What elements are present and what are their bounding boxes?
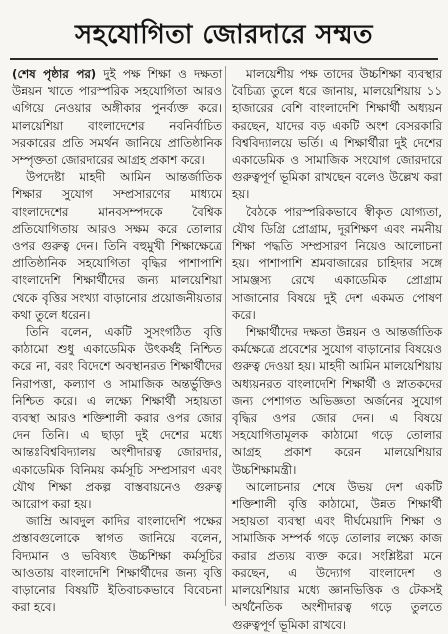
article-right-column — [232, 66, 442, 632]
paragraph: তিনি বলেন, একটি সুসংগঠিত বৃত্তি কাঠামো শুধু একাডেমিক উৎকর্ষই নিশ্চিত করে না, বরং বিদেশে অবস্থানরত শিক্ষার্থীদের নিরাপত্তা, কল্যাণ ও সামাজিক অন্তর্ভুক্তিও নিশ্চিত করে। এ লক্ষ্যে শিক্ষার্থী সহায়তা ব্যবস্থা আরও শক্তিশালী করার ওপর জোর দেন তিনি। এ ছাড়া দুই দেশের মধ্যে আন্তঃবিশ্ববিদ্যালয় অংশীদারত্ব জোরদার, একাডেমিক বিনিময় কর্মসূচি সম্প্রসারণ এবং যৌথ শিক্ষা প্রকল্প বাস্তবায়নেও গুরুত্ব আরোপ করা হয়। — [12, 325, 222, 512]
continuation-tag: (শেষ পৃষ্ঠার পর) — [12, 67, 97, 81]
article-left-column — [12, 66, 222, 615]
headline-rule — [10, 58, 438, 60]
paragraph: মালয়েশীয় পক্ষ তাদের উচ্চশিক্ষা ব্যবস্থার বৈচিত্র্য তুলে ধরে জানায়, মালয়েশিয়ায় ১১ হাজারের বেশি বাংলাদেশি শিক্ষার্থী অধ্যয়ন করছেন, যাদের বড় একটি অংশ বেসরকারি বিশ্ববিদ্যালয়ে ভর্তি। এ শিক্ষার্থীরা দুই দেশের একাডেমিক ও সামাজিক সংযোগ জোরদারে গুরুত্বপূর্ণ ভূমিকা রাখছেন বলেও উল্লেখ করা হয়। — [232, 67, 442, 202]
paragraph-text: দুই পক্ষ শিক্ষা ও দক্ষতা উন্নয়ন খাতে পারস্পরিক সহযোগিতা আরও এগিয়ে নেওয়ার অঙ্গীকার পুনর্ব্যক্ত করে। মালয়েশিয়া বাংলাদেশের নবনির্বাচিত সরকারের প্রতি সমর্থন জানিয়ে প্রাতিষ্ঠানিক সম্পৃক্ততা জোরদারের আগ্রহ প্রকাশ করে। — [12, 67, 222, 168]
article-headline: সহযোগিতা জোরদারে সম্মত — [74, 20, 374, 50]
paragraph: আলোচনার শেষে উভয় দেশ একটি শক্তিশালী বৃত্তি কাঠামো, উন্নত শিক্ষার্থী সহায়তা ব্যবস্থা এবং দীর্ঘমেয়াদি শিক্ষা ও সামাজিক সম্পর্ক গড়ে তোলার লক্ষ্যে কাজ করার প্রত্যয় ব্যক্ত করে। সংশ্লিষ্টরা মনে করছেন, এ উদ্যোগ বাংলাদেশ ও মালয়েশিয়ার মধ্যে জ্ঞানভিত্তিক ও টেকসই অর্থনৈতিক অংশীদারত্ব গড়ে তুলতে গুরুত্বপূর্ণ ভূমিকা রাখবে। — [232, 479, 442, 632]
paragraph: শিক্ষার্থীদের দক্ষতা উন্নয়ন ও আন্তর্জাতিক কর্মক্ষেত্রে প্রবেশের সুযোগ বাড়ানোর বিষয়েও গুরুত্ব দেওয়া হয়। মাহদী আমিন মালয়েশিয়ায় অধ্যয়নরত বাংলাদেশি শিক্ষার্থী ও স্নাতকদের জন্য পেশাগত অভিজ্ঞতা অর্জনের সুযোগ বৃদ্ধির ওপর জোর দেন। এ বিষয়ে সহযোগিতামূলক কাঠামো গড়ে তোলার আগ্রহ প্রকাশ করেন মালয়েশিয়ার উচ্চশিক্ষামন্ত্রী। — [232, 325, 442, 477]
paragraph: উপদেষ্টা মাহদী আমিন আন্তর্জাতিক শিক্ষার সুযোগ সম্প্রসারণের মাধ্যমে বাংলাদেশের মানবসম্পদকে বৈশ্বিক প্রতিযোগিতায় আরও সক্ষম করে তোলার ওপর গুরুত্ব দেন। তিনি বহুমুখী শিক্ষাক্ষেত্রে প্রাতিষ্ঠানিক সহযোগিতা বৃদ্ধির পাশাপাশি বাংলাদেশি শিক্ষার্থীদের জন্য মালয়েশিয়া থেকে বৃত্তির সংখ্যা বাড়ানোর প্রয়োজনীয়তার কথা তুলে ধরেন। — [12, 170, 222, 322]
paragraph: বৈঠকে পারস্পরিকভাবে স্বীকৃত যোগ্যতা, যৌথ ডিগ্রি প্রোগ্রাম, দূরশিক্ষণ এবং নমনীয় শিক্ষা পদ্ধতি সম্প্রসারণ নিয়েও আলোচনা হয়। পাশাপাশি শ্রমবাজারের চাহিদার সঙ্গে সামঞ্জস্য রেখে একাডেমিক প্রোগ্রাম সাজানোর বিষয়ে দুই দেশ একমত পোষণ করে। — [232, 204, 442, 322]
column-divider — [225, 66, 226, 606]
paragraph: জাম্রি আবদুল কাদির বাংলাদেশি পক্ষের প্রস্তাবগুলোকে স্বাগত জানিয়ে বলেন, বিদ্যমান ও ভবিষ্যৎ উচ্চশিক্ষা কর্মসূচির আওতায় বাংলাদেশি শিক্ষার্থীদের জন্য বৃত্তি বাড়ানোর বিষয়টি ইতিবাচকভাবে বিবেচনা করা হবে। — [12, 514, 222, 615]
paragraph — [12, 66, 222, 169]
